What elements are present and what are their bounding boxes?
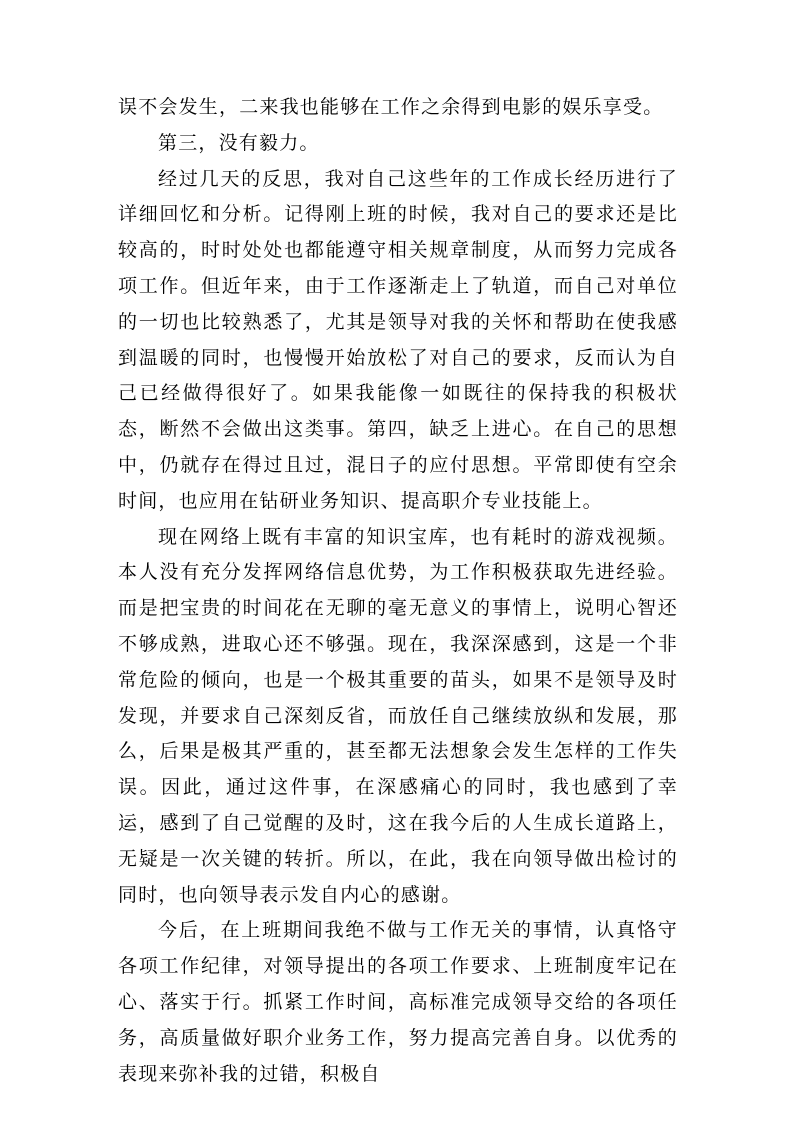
paragraph-1: 误不会发生，二来我也能够在工作之余得到电影的娱乐享受。 (118, 96, 664, 118)
paragraph-4: 现在网络上既有丰富的知识宝库，也有耗时的游戏视频。本人没有充分发挥网络信息优势，为工作积极获取先进经验。而是把宝贵的时间花在无聊的毫无意义的事情上，说明心智还不够成熟，进取心还不够强。现在，我深深感到，这是一个非常危险的倾向，也是一个极其重要的苗头，如果不是领导及时发现，并要求自己深刻反省，而放任自己继续放纵和发展，那么，后果是极其严重的，甚至都无法想象会发生怎样的工作失误。因此，通过这件事，在深感痛心的同时，我也感到了幸运，感到了自己觉醒的及时，这在我今后的人生成长道路上，无疑是一次关键的转折。所以，在此，我在向领导做出检讨的同时，也向领导表示发自内心的感谢。 (118, 525, 678, 906)
paragraph-5: 今后，在上班期间我绝不做与工作无关的事情，认真恪守各项工作纪律，对领导提出的各项工作要求、上班制度牢记在心、落实于行。抓紧工作时间，高标准完成领导交给的各项任务，高质量做好职介业务工作，努力提高完善自身。以优秀的表现来弥补我的过错，积极自 (118, 919, 678, 1085)
document-body (118, 90, 678, 1092)
paragraph-3: 经过几天的反思，我对自己这些年的工作成长经历进行了详细回忆和分析。记得刚上班的时候，我对自己的要求还是比较高的，时时处处也都能遵守相关规章制度，从而努力完成各项工作。但近年来，由于工作逐渐走上了轨道，而自己对单位的一切也比较熟悉了，尤其是领导对我的关怀和帮助在使我感到温暖的同时，也慢慢开始放松了对自己的要求，反而认为自己已经做得很好了。如果我能像一如既往的保持我的积极状态，断然不会做出这类事。第四，缺乏上进心。在自己的思想中，仍就存在得过且过，混日子的应付思想。平常即使有空余时间，也应用在钻研业务知识、提高职介专业技能上。 (118, 167, 678, 512)
paragraph-2: 第三，没有毅力。 (158, 131, 320, 154)
